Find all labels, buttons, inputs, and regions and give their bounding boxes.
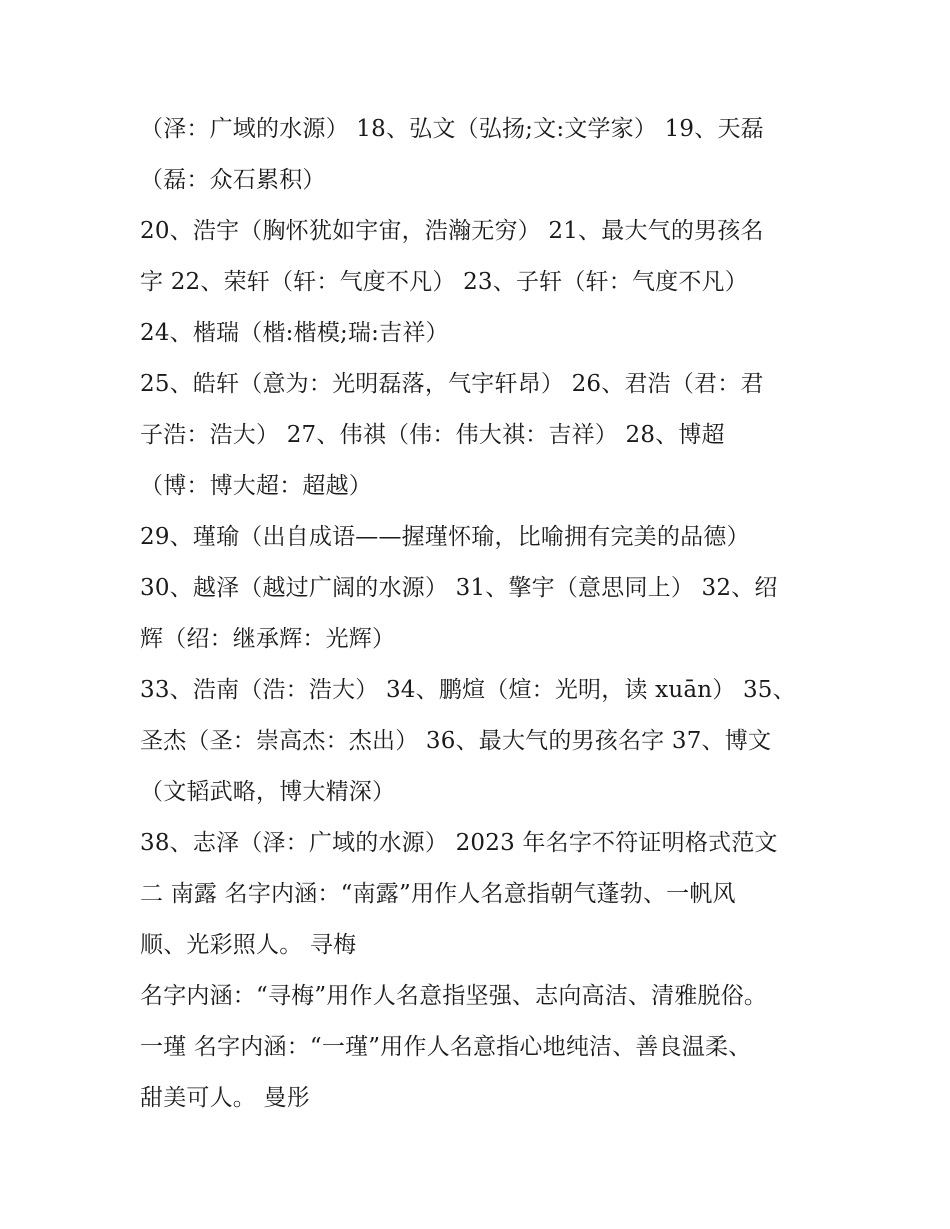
text-line: 顺、光彩照人。 寻梅 (140, 932, 357, 958)
text-line: 一瑾 名字内涵：“一瑾”用作人名意指心地纯洁、善良温柔、 (140, 1034, 752, 1060)
text-line: （磊：众石累积） (140, 167, 326, 193)
text-line: （泽：广域的水源） 18、弘文（弘扬;文:文学家） 19、天磊 (140, 116, 764, 142)
text-line: 辉（绍：继承辉：光辉） (140, 626, 396, 652)
text-line: （博：博大超：超越） (140, 473, 372, 499)
text-line: （文韬武略，博大精深） (140, 779, 396, 805)
text-line: 33、浩南（浩：浩大） 34、鹏煊（煊：光明，读 xuān） 35、 (140, 677, 796, 703)
text-line: 29、瑾瑜（出自成语——握瑾怀瑜，比喻拥有完美的品德） (140, 524, 750, 550)
text-line: 38、志泽（泽：广域的水源） 2023 年名字不符证明格式范文 (140, 830, 778, 856)
text-line: 30、越泽（越过广阔的水源） 31、擎宇（意思同上） 32、绍 (140, 575, 778, 601)
text-line: 圣杰（圣：崇高杰：杰出） 36、最大气的男孩名字 37、博文 (140, 728, 772, 754)
text-line: 20、浩宇（胸怀犹如宇宙，浩瀚无穷） 21、最大气的男孩名 (140, 218, 764, 244)
document-body (140, 104, 810, 1124)
text-line: 二 南露 名字内涵：“南露”用作人名意指朝气蓬勃、一帆风 (140, 881, 736, 907)
text-line: 名字内涵：“寻梅”用作人名意指坚强、志向高洁、清雅脱俗。 (140, 983, 768, 1009)
text-line: 字 22、荣轩（轩：气度不凡） 23、子轩（轩：气度不凡） (140, 269, 748, 295)
text-line: 25、皓轩（意为：光明磊落，气宇轩昂） 26、君浩（君：君 (140, 371, 764, 397)
text-line: 24、楷瑞（楷:楷模;瑞:吉祥） (140, 320, 449, 346)
text-line: 子浩：浩大） 27、伟祺（伟：伟大祺：吉祥） 28、博超 (140, 422, 725, 448)
text-line: 甜美可人。 曼彤 (140, 1085, 310, 1111)
